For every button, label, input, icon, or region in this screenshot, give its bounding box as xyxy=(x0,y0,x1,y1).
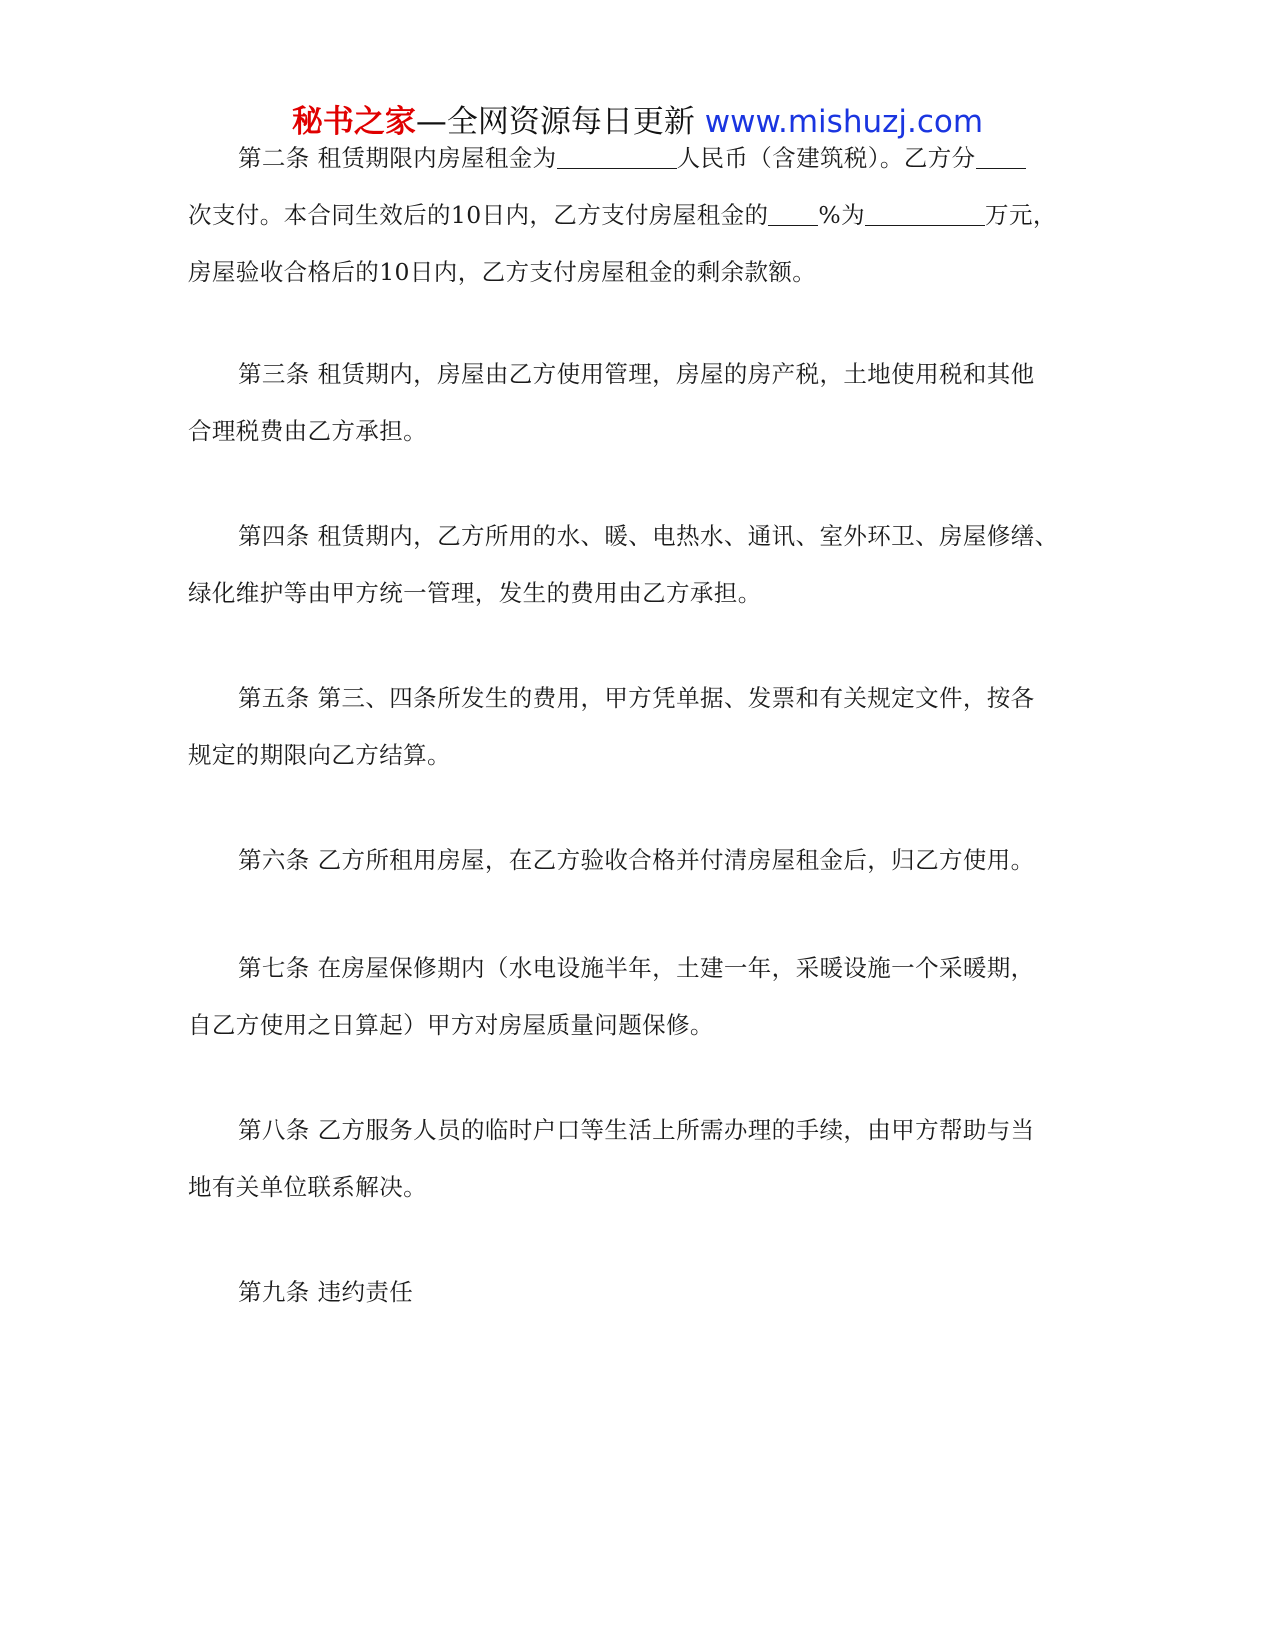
clause-line xyxy=(188,130,1088,187)
clause-line: 第七条 在房屋保修期内（水电设施半年，土建一年，采暖设施一个采暖期， xyxy=(238,954,1035,982)
clause-9 xyxy=(188,1264,1088,1321)
clause-line: 绿化维护等由甲方统一管理，发生的费用由乙方承担。 xyxy=(188,579,762,607)
header-tagline: —全网资源每日更新 xyxy=(415,104,705,140)
clause-4 xyxy=(188,508,1088,622)
clause-line xyxy=(188,187,1088,244)
clause-line: 第三条 租赁期内，房屋由乙方使用管理，房屋的房产税，土地使用税和其他 xyxy=(238,360,1035,388)
clause-line: 房屋验收合格后的10日内，乙方支付房屋租金的剩余款额。 xyxy=(188,258,817,286)
clause-6 xyxy=(188,832,1088,889)
clause-line: 第八条 乙方服务人员的临时户口等生活上所需办理的手续，由甲方帮助与当 xyxy=(238,1116,1035,1144)
clause-text: %为 xyxy=(818,201,866,229)
clause-5 xyxy=(188,670,1088,784)
clause-3 xyxy=(188,346,1088,460)
clause-2 xyxy=(188,130,1088,301)
fill-blank xyxy=(557,148,677,169)
fill-blank xyxy=(768,205,818,226)
clause-line: 第九条 违约责任 xyxy=(238,1278,414,1306)
clause-8 xyxy=(188,1102,1088,1216)
clause-line: 自乙方使用之日算起）甲方对房屋质量问题保修。 xyxy=(188,1011,714,1039)
clause-7 xyxy=(188,940,1088,1054)
clause-text: 次支付。本合同生效后的10日内，乙方支付房屋租金的 xyxy=(188,201,769,229)
site-url[interactable]: www.mishuzj.com xyxy=(704,104,984,140)
clause-text: 第二条 租赁期限内房屋租金为 xyxy=(238,144,557,172)
clause-line: 第五条 第三、四条所发生的费用，甲方凭单据、发票和有关规定文件，按各 xyxy=(238,684,1035,712)
clause-line: 规定的期限向乙方结算。 xyxy=(188,741,451,769)
clause-line: 合理税费由乙方承担。 xyxy=(188,417,427,445)
fill-blank xyxy=(976,148,1026,169)
brand-name: 秘书之家 xyxy=(291,104,416,140)
clause-line: 第四条 租赁期内，乙方所用的水、暖、电热水、通讯、室外环卫、房屋修缮、 xyxy=(238,522,1059,550)
clause-line: 地有关单位联系解决。 xyxy=(188,1173,427,1201)
clause-text: 万元， xyxy=(985,201,1057,229)
fill-blank xyxy=(865,205,985,226)
clause-text: 人民币（含建筑税）。乙方分 xyxy=(676,144,976,172)
clause-line: 第六条 乙方所租用房屋，在乙方验收合格并付清房屋租金后，归乙方使用。 xyxy=(238,846,1035,874)
